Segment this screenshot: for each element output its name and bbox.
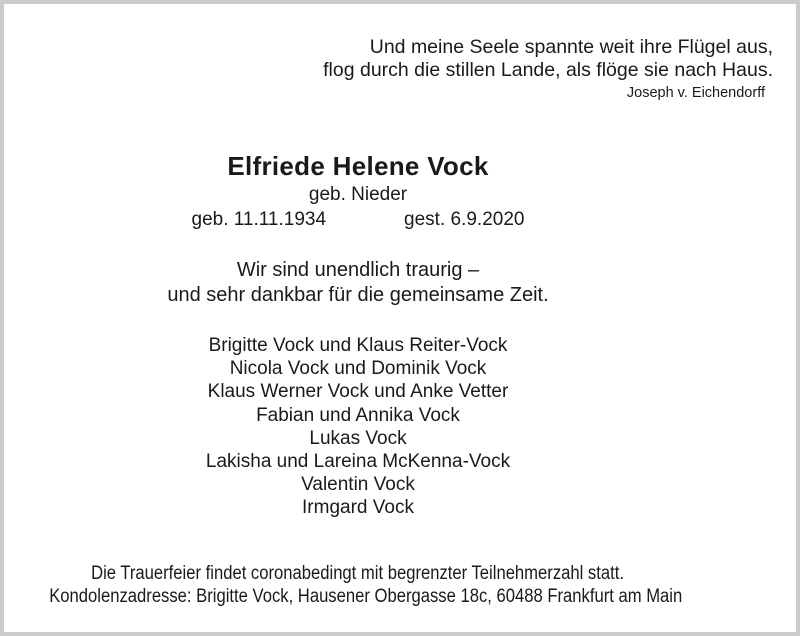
mourners-list (4, 334, 712, 520)
mourner-name: Brigitte Vock und Klaus Reiter-Vock (208, 335, 508, 356)
mourner-name: Lukas Vock (309, 427, 407, 449)
mourner-name: Irmgard Vock (302, 497, 414, 519)
mourner-name: Nicola Vock und Dominik Vock (229, 358, 487, 380)
condolence-address-line (4, 585, 712, 608)
maiden-name: geb. Nieder (308, 184, 408, 205)
mourner-name: Fabian und Annika Vock (256, 404, 460, 426)
condolence-line: Wir sind unendlich traurig – (236, 259, 480, 281)
death-date: gest. 6.9.2020 (404, 209, 525, 230)
condolence-text (4, 258, 712, 308)
poem-quote-line: flog durch die stillen Lande, als flöge sie nach Haus. (323, 59, 773, 81)
poem-quote (323, 36, 773, 103)
life-dates (4, 208, 712, 231)
funeral-info (4, 562, 712, 608)
mourner-name: Valentin Vock (301, 474, 415, 496)
poem-quote-line: Und meine Seele spannte weit ihre Flügel aus, (369, 36, 773, 58)
deceased-name: Elfriede Helene Vock (227, 151, 489, 181)
birth-date: geb. 11.11.1934 (191, 209, 327, 230)
deceased-header (4, 150, 712, 231)
mourner-name: Klaus Werner Vock und Anke Vetter (207, 381, 509, 403)
funeral-notice-text: Die Trauerfeier findet coronabedingt mit begrenzter Teilnehmerzahl statt. (91, 563, 625, 584)
condolence-address-text: Kondolenzadresse: Brigitte Vock, Hausener Obergasse 18c, 60488 Frankfurt am Main (49, 586, 683, 607)
funeral-notice-line (4, 562, 712, 585)
poem-attribution: Joseph v. Eichendorff (626, 85, 765, 101)
mourner-name: Lakisha und Lareina McKenna-Vock (205, 451, 511, 473)
condolence-line: und sehr dankbar für die gemeinsame Zeit. (167, 284, 549, 306)
